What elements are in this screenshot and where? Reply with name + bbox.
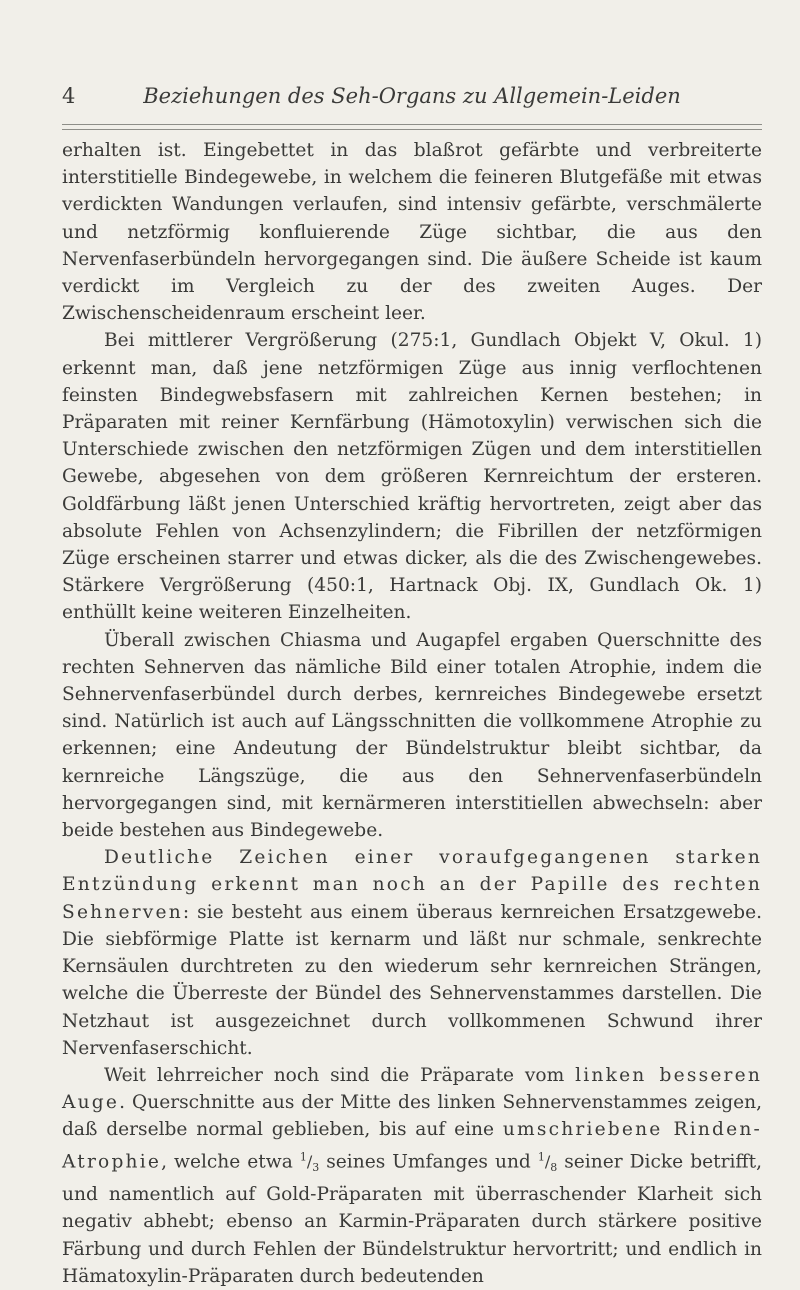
paragraph-4 [62,844,762,1062]
fraction-one-third-numerator: 1 [299,1150,307,1164]
paragraph-1-text: erhalten ist. Eingebettet in das blaßrot gefärbte und verbreiterte interstitielle Bindegewebe, in welchem die feineren Blutgefäße mit etwas verdickten Wandungen verlaufen, sind intensiv gefärbte, verschmälerte und netzförmig konfluierende Züge sichtbar, die aus den Nervenfaserbündeln hervorgegangen sind. Die äußere Scheide ist kaum verdickt im Vergleich zu der des zweiten Auges. Der Zwischenscheidenraum erscheint leer. [62,140,762,325]
paragraph-5-emphasis-b: umschriebene Rinden-Atrophie [62,1119,762,1172]
paragraph-5-text-a: Weit lehrreicher noch sind die Präparate vom [104,1064,576,1086]
paragraph-3 [62,627,762,845]
header-rule-top [62,124,762,125]
header-rule-bottom [62,129,762,130]
fraction-one-third: $^1/_3$ [299,1150,320,1175]
fraction-one-eighth: $^1/_8$ [537,1150,558,1175]
paragraph-5 [62,1062,762,1290]
paragraph-5-text-e: seiner Dicke betrifft, und namentlich auf Gold-Präparaten mit überraschender Klarheit sich negativ abhebt; ebenso an Karmin-Präparaten durch stärkere positive Färbung und durch Fehlen der Bündelstruktur hervortritt; und endlich in Hämatoxylin-Präparaten durch bedeutenden [62,1150,762,1287]
fraction-one-eighth-denominator: 8 [550,1161,558,1175]
paragraph-4-emphasis: Deutliche Zeichen einer voraufgegangenen starken Entzündung erkennt man noch an der Papille des rechten Sehnerven [62,847,762,923]
page-number: 4 [62,84,76,108]
paragraph-5-text-c: , welche etwa [161,1150,300,1172]
paragraph-2-text: Bei mittlerer Vergrößerung (275:1, Gundlach Objekt V, Okul. 1) erkennt man, daß jene netzförmigen Züge aus innig verflochtenen feinsten Bindegwebsfasern mit zahlreichen Kernen bestehen; in Präparaten mit reiner Kernfärbung (Hämotoxylin) verwischen sich die Unterschiede zwischen den netzförmigen Zügen und dem interstitiellen Gewebe, abgesehen von dem größeren Kernreichtum der ersteren. Goldfärbung läßt jenen Unterschied kräftig hervortreten, zeigt aber das absolute Fehlen von Achsenzylindern; die Fibrillen der netzförmigen Züge erscheinen starrer und etwas dicker, als die des Zwischengewebes. Stärkere Vergrößerung (450:1, Hartnack Obj. IX, Gundlach Ok. 1) enthüllt keine weiteren Einzelheiten. [62,330,762,624]
fraction-one-eighth-numerator: 1 [537,1150,545,1164]
paragraph-4-text: : sie besteht aus einem überaus kernreichen Ersatzgewebe. Die siebförmige Platte ist kernarm und läßt nur schmale, senkrechte Kernsäulen durchtreten zu den wiederum sehr kernreichen Strängen, welche die Überreste der Bündel des Sehnervenstammes darstellen. Die Netzhaut ist ausgezeichnet durch vollkommenen Schwund ihrer Nervenfaserschicht. [62,901,762,1059]
paragraph-3-text: Überall zwischen Chiasma und Augapfel ergaben Querschnitte des rechten Sehnerven das nämliche Bild einer totalen Atrophie, indem die Sehnervenfaserbündel durch derbes, kernreiches Bindegewebe ersetzt sind. Natürlich ist auch auf Längsschnitten die vollkommene Atrophie zu erkennen; eine Andeutung der Bündelstruktur bleibt sichtbar, da kernreiche Längszüge, die aus den Sehnervenfaserbündeln hervorgegangen sind, mit kernärmeren interstitiellen abwechseln: aber beide bestehen aus Bindegewebe. [62,629,762,842]
paragraph-1 [62,137,762,327]
paragraph-2 [62,327,762,626]
fraction-one-third-denominator: 3 [312,1161,320,1175]
page-header [62,84,762,124]
paragraph-5-emphasis-a: linken besseren Auge [62,1064,762,1114]
body-text [62,137,762,1290]
running-title: Beziehungen des Seh-Organs zu Allgemein-Leiden [143,84,681,108]
paragraph-5-text-d: seines Umfanges und [319,1150,538,1172]
paragraph-5-text-b: . Querschnitte aus der Mitte des linken Sehnervenstammes zeigen, daß derselbe normal geblieben, bis auf eine [62,1092,762,1141]
